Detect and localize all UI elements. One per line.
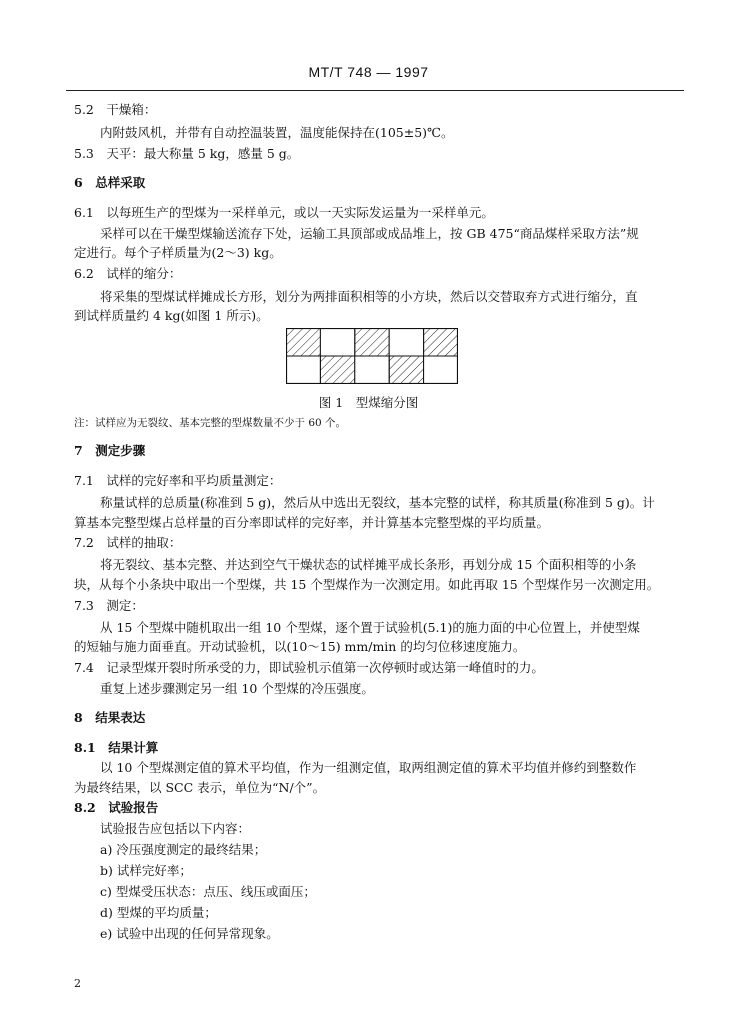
section-title: 结果表达 — [95, 710, 146, 725]
section-5-2 — [74, 102, 156, 118]
list-item: d) 型煤的平均质量； — [100, 905, 217, 920]
section-title: 测定： — [106, 598, 144, 613]
grid-cell-empty — [286, 356, 320, 384]
paragraph: 重复上述步骤测定另一组 10 个型煤的冷压强度。 — [100, 681, 374, 696]
section-title: 结果计算 — [108, 740, 159, 755]
section-number: 6 — [74, 175, 83, 190]
section-7-4 — [74, 660, 544, 676]
section-5-3 — [74, 146, 299, 162]
header-rule — [66, 90, 684, 91]
section-number: 8.1 — [74, 740, 96, 755]
grid-cell-empty — [320, 328, 354, 356]
paragraph: 块，从每个小条块中取出一个型煤，共 15 个型煤作为一次测定用。如此再取 15 个型煤作另一次测定用。 — [74, 577, 660, 592]
section-title: 总样采取 — [95, 175, 146, 190]
section-number: 7.1 — [74, 473, 94, 488]
section-number: 7.2 — [74, 535, 94, 550]
section-8-2 — [74, 800, 158, 816]
paragraph: 内附鼓风机，并带有自动控温装置，温度能保持在(105±5)℃。 — [100, 125, 454, 140]
section-title: 试样的抽取： — [106, 535, 182, 550]
list-item: e) 试验中出现的任何异常现象。 — [100, 926, 279, 941]
section-8-1 — [74, 740, 158, 756]
section-number: 7 — [74, 443, 83, 458]
paragraph: 定进行。每个子样质量为(2～3) kg。 — [74, 245, 282, 260]
paragraph: 试验报告应包括以下内容： — [100, 821, 251, 836]
paragraph: 将无裂纹、基本完整、并达到空气干燥状态的试样摊平成长条形，再划分成 15 个面积相等的小条 — [100, 557, 637, 572]
section-7-2 — [74, 535, 181, 551]
grid-cell-hatched — [320, 356, 354, 384]
grid-cell-hatched — [424, 328, 458, 356]
grid-cell-empty — [389, 328, 423, 356]
section-8-heading — [74, 710, 145, 726]
section-number: 7.4 — [74, 660, 94, 675]
list-item: b) 试样完好率； — [100, 863, 192, 878]
grid-cell-hatched — [355, 328, 389, 356]
section-number: 7.3 — [74, 598, 94, 613]
section-text: 记录型煤开裂时所承受的力，即试验机示值第一次停顿时或达第一峰值时的力。 — [106, 660, 544, 675]
section-number: 5.3 — [74, 146, 94, 161]
section-number: 8.2 — [74, 800, 96, 815]
paragraph: 的短轴与施力面垂直。开动试验机，以(10～15) mm/min 的均匀位移速度施力。 — [74, 639, 526, 654]
section-text: 以每班生产的型煤为一采样单元，或以一天实际发运量为一采样单元。 — [106, 205, 494, 220]
section-6-2 — [74, 266, 181, 282]
division-diagram — [286, 328, 458, 384]
section-6-1 — [74, 205, 494, 221]
section-number: 6.1 — [74, 205, 94, 220]
section-number: 6.2 — [74, 266, 94, 281]
list-item: a) 冷压强度测定的最终结果； — [100, 842, 267, 857]
grid-cell-empty — [424, 356, 458, 384]
section-text: 天平：最大称量 5 kg，感量 5 g。 — [106, 146, 300, 161]
page-number: 2 — [74, 977, 81, 990]
section-7-3 — [74, 598, 144, 614]
list-item: c) 型煤受压状态：点压、线压或面压； — [100, 884, 316, 899]
section-7-heading — [74, 443, 145, 459]
section-6-heading — [74, 175, 145, 191]
figure-note: 注：试样应为无裂纹、基本完整的型煤数量不少于 60 个。 — [74, 417, 347, 429]
paragraph: 将采集的型煤试样摊成长方形，划分为两排面积相等的小方块，然后以交替取弃方式进行缩分，直 — [100, 289, 638, 304]
section-number: 5.2 — [74, 102, 94, 117]
paragraph: 从 15 个型煤中随机取出一组 10 个型煤，逐个置于试验机(5.1)的施力面的中心位置上，并使型煤 — [100, 620, 640, 635]
section-title: 试验报告 — [108, 800, 159, 815]
grid-cell-empty — [355, 356, 389, 384]
section-number: 8 — [74, 710, 83, 725]
grid-cell-hatched — [286, 328, 320, 356]
paragraph: 称量试样的总质量(称准到 5 g)，然后从中选出无裂纹，基本完整的试样，称其质量(称准到 5 g)。计 — [100, 495, 655, 510]
paragraph: 算基本完整型煤占总样量的百分率即试样的完好率，并计算基本完整型煤的平均质量。 — [74, 515, 550, 530]
section-7-1 — [74, 473, 281, 489]
paragraph: 采样可以在干燥型煤输送流存下处，运输工具顶部或成品堆上，按 GB 475“商品煤样采取方法”规 — [100, 226, 639, 241]
section-title: 试样的完好率和平均质量测定： — [106, 473, 282, 488]
section-title: 测定步骤 — [95, 443, 146, 458]
paragraph: 以 10 个型煤测定值的算术平均值，作为一组测定值，取两组测定值的算术平均值并修约到整数作 — [100, 760, 637, 775]
paragraph: 为最终结果，以 SCC 表示，单位为“N/个”。 — [74, 780, 326, 795]
section-title: 干燥箱： — [106, 102, 157, 117]
standard-header: MT/T 748 — 1997 — [308, 64, 429, 80]
section-title: 试样的缩分： — [106, 266, 182, 281]
grid-cell-hatched — [389, 356, 423, 384]
paragraph: 到试样质量约 4 kg(如图 1 所示)。 — [74, 308, 269, 323]
figure-caption: 图 1 型煤缩分图 — [318, 395, 419, 410]
